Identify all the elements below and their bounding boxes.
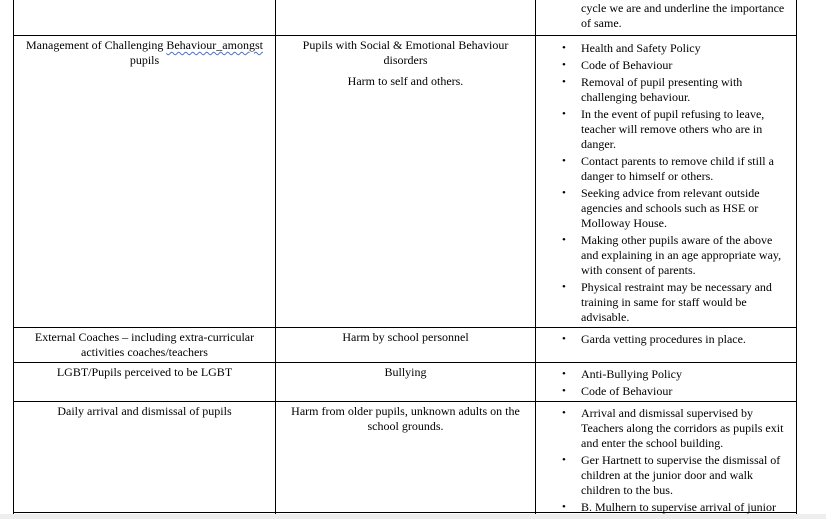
bullet-icon: • xyxy=(562,234,566,246)
list-item: • Physical restraint may be necessary and training in same for staff would be advisable. xyxy=(562,280,772,324)
risk-cell xyxy=(276,36,536,328)
bullet-icon: • xyxy=(562,501,566,513)
activity-cell xyxy=(14,0,276,36)
list-item: • Ger Hartnett to supervise the dismissal of children at the junior door and walk children to the bus. xyxy=(562,453,781,497)
bullet-icon: • xyxy=(562,333,566,345)
bullet-icon: • xyxy=(562,155,566,167)
table-row xyxy=(14,36,797,328)
risk-cell: Harm from older pupils, unknown adults on the school grounds. xyxy=(276,402,536,518)
measures-list xyxy=(540,41,792,325)
list-item: • Removal of pupil presenting with challenging behaviour. xyxy=(562,75,743,104)
activity-cell: LGBT/Pupils perceived to be LGBT xyxy=(14,363,276,402)
table-row-continued xyxy=(14,0,797,36)
measures-cell xyxy=(536,328,797,363)
measures-cell xyxy=(536,36,797,328)
activity-cell: External Coaches – including extra-curricular activities coaches/teachers xyxy=(14,328,276,363)
bullet-icon: • xyxy=(562,368,566,380)
list-item: • Arrival and dismissal supervised by Teachers along the corridors as pupils exit and enter the school building. xyxy=(562,406,784,450)
risk-text: Harm to self and others. xyxy=(347,74,464,88)
bullet-icon: • xyxy=(562,385,566,397)
risk-cell xyxy=(276,0,536,36)
bullet-icon: • xyxy=(562,187,566,199)
list-item: • Garda vetting procedures in place. xyxy=(562,332,746,346)
measures-cell xyxy=(536,363,797,402)
table-row xyxy=(14,402,797,518)
page-gap xyxy=(0,514,826,519)
measures-continued-text: cycle we are and underline the importance of same. xyxy=(581,1,785,30)
measures-list xyxy=(540,406,792,515)
bullet-icon: • xyxy=(562,59,566,71)
list-item: • Seeking advice from relevant outside agencies and schools such as HSE or Molloway House. xyxy=(562,186,760,230)
measures-list xyxy=(540,332,792,347)
activity-text-part: Management of Challenging xyxy=(26,38,167,52)
activity-cell: Daily arrival and dismissal of pupils xyxy=(14,402,276,518)
list-item: • Health and Safety Policy xyxy=(562,41,701,55)
table-bottom-border xyxy=(13,512,796,513)
risk-text: Pupils with Social & Emotional Behaviour disorders xyxy=(302,38,509,67)
list-item: • B. Mulhern to supervise arrival of junior xyxy=(562,500,776,514)
bullet-icon: • xyxy=(562,76,566,88)
risk-cell: Harm by school personnel xyxy=(276,328,536,363)
list-item: • Code of Behaviour xyxy=(562,384,673,398)
activity-text-part-flagged: Behaviour_amongst xyxy=(166,38,263,52)
activity-text-part: pupils xyxy=(129,53,160,67)
activity-cell xyxy=(14,36,276,328)
list-item: • Anti-Bullying Policy xyxy=(562,367,683,381)
risk-cell: Bullying xyxy=(276,363,536,402)
bullet-icon: • xyxy=(562,281,566,293)
list-item: • In the event of pupil refusing to leave, teacher will remove others who are in danger. xyxy=(562,107,765,151)
bullet-icon: • xyxy=(562,108,566,120)
table-row xyxy=(14,363,797,402)
risk-assessment-table xyxy=(13,0,797,518)
list-item: • Making other pupils aware of the above and explaining in an age appropriate way, with consent of parents. xyxy=(562,233,782,277)
bullet-icon: • xyxy=(562,407,566,419)
measures-cell xyxy=(536,0,797,36)
measures-cell xyxy=(536,402,797,518)
list-item: • Code of Behaviour xyxy=(562,58,673,72)
bullet-icon: • xyxy=(562,42,566,54)
list-item: • Contact parents to remove child if still a danger to himself or others. xyxy=(562,154,774,183)
measures-list xyxy=(540,367,792,399)
table-row xyxy=(14,328,797,363)
bullet-icon: • xyxy=(562,454,566,466)
